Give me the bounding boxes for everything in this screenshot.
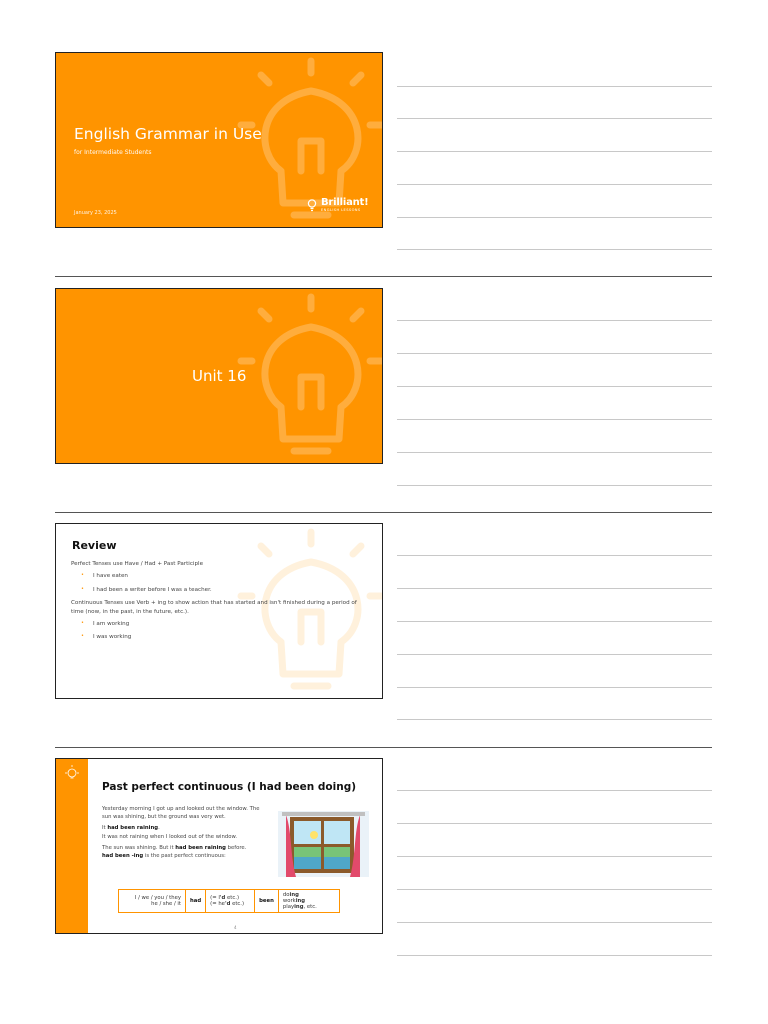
row-separator [55,276,712,277]
continuous-examples [71,620,371,642]
note-line [397,823,712,824]
verb-cell [278,890,339,913]
note-line [397,386,712,387]
text: It was not raining when I looked out of the window. [102,833,238,840]
text: is the past perfect continuous: [144,853,226,860]
note-line [397,353,712,354]
note-line [397,217,712,218]
paragraph [102,844,268,860]
been-cell [255,890,279,913]
list-item: • I had been a writer before I was a teacher. [81,586,371,594]
text: work [282,898,296,904]
list-item: • I was working [81,633,371,641]
note-line [397,687,712,688]
presentation-title: English Grammar in Use [74,125,262,143]
text: , etc. [303,904,317,910]
text: (= he [210,901,225,907]
list-item: • I am working [81,620,371,628]
window-illustration [276,811,371,879]
text: had [190,898,202,904]
row-separator [55,512,712,513]
text: he / she / it [151,901,181,907]
note-line [397,621,712,622]
note-line [397,889,712,890]
note-line [397,452,712,453]
brand-logo [306,198,368,213]
logo-bulb-icon [306,198,318,212]
perfect-intro: Perfect Tenses use Have / Had + Past Participle [71,561,204,567]
slide-3-review [55,523,383,699]
text: I / we / you / they [134,895,181,901]
review-title: Review [72,539,117,552]
form-table [118,889,340,913]
bold-text: had been raining [107,825,159,832]
note-line [397,719,712,720]
logo-tagline: ENGLISH LESSONS [321,208,361,212]
small-lightbulb-icon [56,763,88,787]
note-line [397,118,712,119]
review-body [71,560,371,647]
page-number: 4 [234,925,237,930]
note-line [397,790,712,791]
slide-body [102,805,268,863]
had-cell [186,890,206,913]
note-line [397,184,712,185]
note-line [397,419,712,420]
text: play [282,904,295,910]
logo-name: Brilliant! [321,197,369,208]
note-line [397,555,712,556]
text: (= I [210,895,220,901]
paragraph [102,824,268,840]
bold-text: had been -ing [102,853,144,860]
slide-title: Past perfect continuous (I had been doing) [102,781,357,793]
note-line [397,856,712,857]
continuous-intro: Continuous Tenses use Verb + ing to show action that has started and isn't finished during a period of time (now, in the past, in the future, etc.). [71,600,357,615]
list-item: • I have eaten [81,572,371,580]
bold-text: ing [294,904,304,910]
slide-1-title [55,52,383,228]
text: been [259,898,274,904]
text: . [158,825,160,832]
note-line [397,922,712,923]
paragraph: Yesterday morning I got up and looked out the window. The sun was shining, but the ground was very wet. [102,806,260,821]
table-row [119,890,340,913]
slide-4-past-perfect-continuous [55,758,383,934]
row-separator [55,747,712,748]
subject-cell [119,890,186,913]
bold-text: 'd [219,895,226,901]
note-line [397,151,712,152]
text: do [282,892,290,898]
note-line [397,588,712,589]
note-line [397,320,712,321]
note-line [397,86,712,87]
text: before. [227,844,247,851]
presentation-date: January 23, 2025 [74,210,117,216]
text: The sun was shining. But it [102,844,174,851]
bold-text: 'd [224,901,231,907]
note-line [397,955,712,956]
bold-text: ing [289,892,299,898]
note-line [397,249,712,250]
unit-title: Unit 16 [192,367,247,385]
note-line [397,485,712,486]
text: etc.) [227,895,240,901]
perfect-examples [71,572,371,594]
slide-2-unit [55,288,383,464]
text: It [102,825,106,832]
bold-text: ing [295,898,306,904]
presentation-subtitle: for Intermediate Students [74,149,152,156]
note-line [397,654,712,655]
side-band [56,759,88,933]
text: etc.) [232,901,245,907]
bold-text: had been raining [175,844,226,851]
contraction-cell [206,890,255,913]
